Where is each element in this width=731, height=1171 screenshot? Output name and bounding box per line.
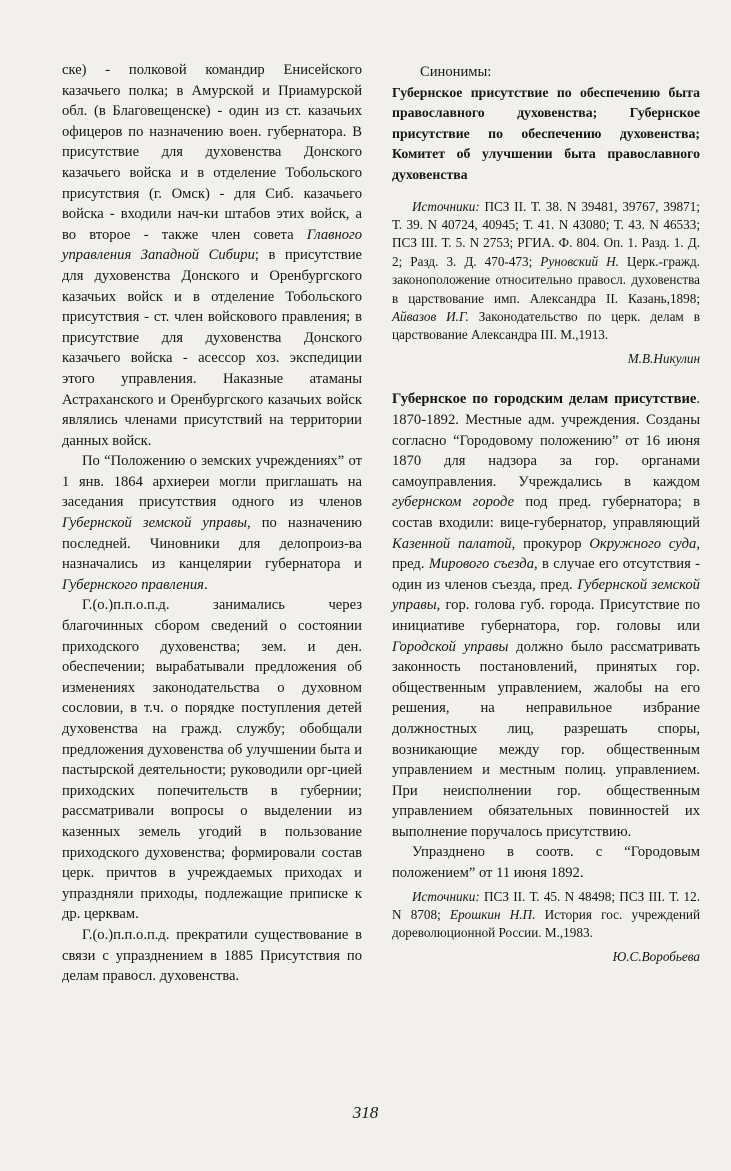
term-link: Мирового съезда	[428, 556, 534, 573]
paragraph: Г.(о.)п.п.о.п.д. прекратили существование в связи с упразднением в 1885 Присутствия по делам правосл. духовенства.	[62, 926, 362, 985]
article-author: Ю.С.Воробьева	[612, 948, 700, 964]
term-link: Губернской земской управы	[62, 515, 248, 532]
paragraph: Упразднено в соотв. с “Городовым положением” от 11 июня 1892.	[392, 844, 700, 882]
paragraph: По “Положению о земских учреждениях” от 1 янв. 1864 архиереи могли приглашать на заседания присутствия одного из членов Губернской земской управы, по назначению последней. Чиновники для делопроиз-ва назначались из канцелярии губернатора и Губернского правления.	[62, 453, 362, 593]
synonyms-text: Губернское присутствие по обеспечению быта православного духовенства; Губернское присутствие по обеспечению духовенства; Комитет об улучшении быта православного духовенства	[392, 84, 700, 182]
term-link: Губернского правления	[62, 576, 204, 593]
right-column	[392, 62, 700, 967]
article-author: М.В.Никулин	[627, 350, 700, 366]
term-link: Казенной палатой	[392, 535, 512, 552]
synonyms-label: Синонимы:	[420, 64, 492, 80]
sources-block: Источники: ПСЗ II. Т. 38. N 39481, 39767, 39871; Т. 39. N 40724, 40945; Т. 41. N 43080; Т. 43. N 46533; ПСЗ III. Т. 5. N 2753; РГИА. Ф. 804. Оп. 1. Разд. 1. Д. 2; Разд. 3. Д. 470-473; Руновский Н. Церк.-гражд. законоположение относительно правосл. духовенства в царствование имп. Александра II. Казань,1898; Айвазов И.Г. Законодательство по церк. делам в царствование Александра III. М.,1913.	[392, 198, 700, 343]
sources-block: Источники: ПСЗ II. Т. 45. N 48498; ПСЗ III. Т. 12. N 8708; Ерошкин Н.П. История гос. учреждений дореволюционной России. М.,1983.	[392, 888, 701, 941]
paragraph: Г.(о.)п.п.о.п.д. занимались через благочинных сбором сведений о состоянии приходского духовенства; зем. и ден. обеспечении; вырабатывали предложения об изменениях законодательства о духовном сословии, в т.ч. о порядке поступления детей духовенства на гражд. службу; обобщали предложения духовенства об улучшении быта и пастырской деятельности; руководили орг-цией приходских попечительств в губернии; рассматривали вопросы о выделении из казенных земель угодий в пользование приходского духовенства; формировали состав церк. причтов в учреждаемых приходах и упраздняли приходы, подлежащие приписке к др. церквам.	[62, 597, 362, 923]
paragraph: ске) - полковой командир Енисейского казачьего полка; в Амурской и Приамурской обл. (в Благовещенске) - один из ст. казачьих офицеров по назначению воен. губернатора. В присутствие для духовенства Донского казачьего войска и в отделение Тобольского присутствия (г. Омск) - для Сиб. казачьего войска - входили нач-ки штабов этих войск, а во второе - также член совета Главного управления Западной Сибири; в присутствие для духовенства Донского и Оренбургского казачьих войск и в отделение Тобольского присутствия - ст. член войскового правления; в присутствие для духовенства Донского казачьего войска - асессор хоз. экспедиции этого управления. Наказные атаманы Астраханского и Оренбургского казачьих войск являлись членами присутствий на территории данных войск.	[62, 62, 362, 449]
term-link: Губернской земской управы	[392, 576, 700, 614]
term-link: губернском городе	[392, 494, 515, 511]
paragraph: Губернское по городским делам присутствие. 1870-1892. Местные адм. учреждения. Созданы согласно “Городовому положению” от 16 июня 1870 для надзора за гор. органами самоуправления. Учреждались в каждом губернском городе под пред. губернатора; в состав входили: вице-губернатор, управляющий Казенной палатой, прокурор Окружного суда, пред. Мирового съезда, в случае его отсутствия - один из членов съезда, пред. Губернской земской управы, гор. голова губ. города. Присутствие по инициативе губернатора, гор. головы или Городской управы должно было рассматривать законность постановлений, принятых гор. общественным управлением, жалобы на его решения, на неправильное избрание должностных лиц, разрешать споры, возникающие между гор. общественным управлением и местным полиц. управлением. При неисполнении гор. общественным управлением обязательных повинностей их выполнение поручалось присутствию.	[392, 391, 701, 840]
term-link: Главного управления Западной Сибири	[62, 226, 362, 264]
page-number: 318	[352, 1103, 379, 1122]
left-column	[62, 60, 362, 987]
term-link: Городской управы	[392, 638, 509, 655]
entry-title: Губернское по городским делам присутствие	[392, 391, 697, 408]
term-link: Окружного суда	[589, 535, 697, 552]
